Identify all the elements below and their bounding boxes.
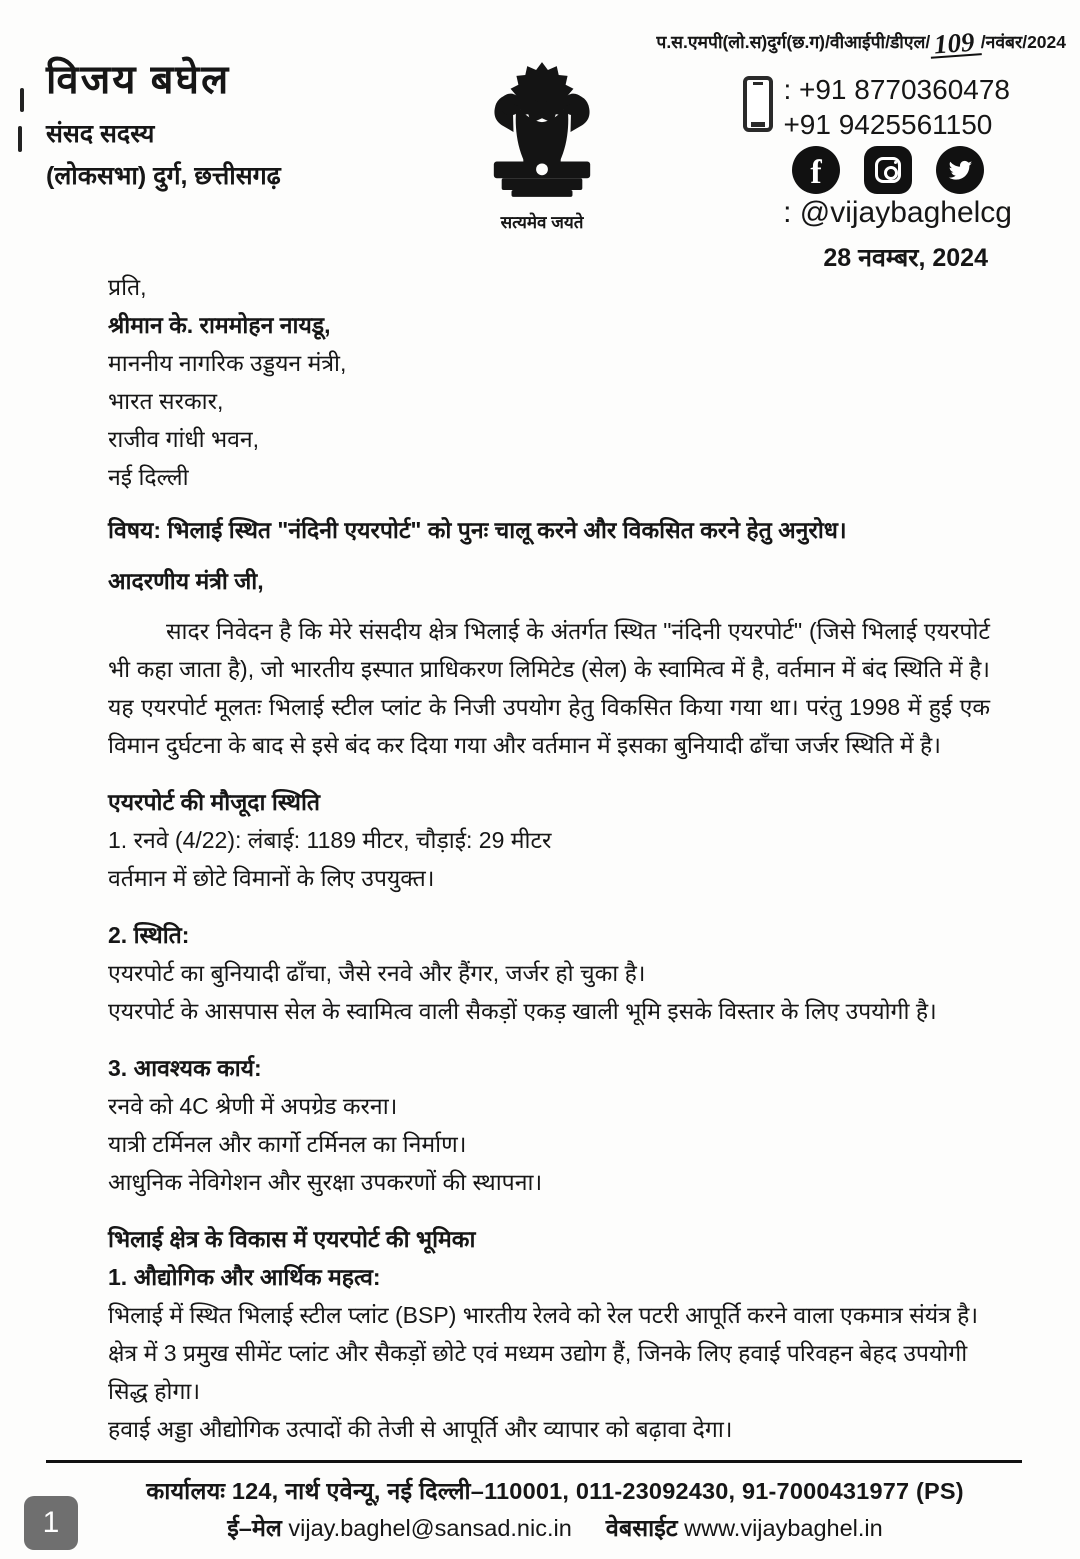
section-current-status [108, 783, 990, 897]
office-address: कार्यालयः 124, नार्थ एवेन्यू, नई दिल्ली–110001, 011-23092430, 91-7000431977 (PS) [146, 1478, 964, 1504]
letterhead-left [46, 58, 281, 192]
sender-name: विजय बघेल [46, 58, 231, 102]
ashoka-emblem-icon [483, 56, 601, 206]
recipient-address1: राजीव गांधी भवन, [108, 426, 260, 452]
footer [70, 1474, 1040, 1543]
section-line: हवाई अड्डा औद्योगिक उत्पादों की तेजी से आपूर्ति और व्यापार को बढ़ावा देगा। [108, 1416, 733, 1442]
letter-body [108, 268, 990, 1448]
ref-number-handwritten: 109 [929, 29, 981, 59]
subject-line: विषय: भिलाई स्थित "नंदिनी एयरपोर्ट" को पुनः चालू करने और विकसित करने हेतु अनुरोध। [108, 517, 847, 543]
emblem-caption: सत्यमेव जयते [500, 213, 584, 232]
section-airport-role [108, 1220, 990, 1448]
national-emblem [472, 56, 612, 233]
scan-artifact [20, 88, 24, 112]
recipient-block [108, 268, 990, 496]
section-line: भिलाई में स्थित भिलाई स्टील प्लांट (BSP) भारतीय रेलवे को रेल पटरी आपूर्ति करने वाला एकमात्र संयंत्र है। [108, 1302, 979, 1328]
email-label: ई–मेल [227, 1515, 282, 1541]
recipient-to: प्रति, [108, 274, 147, 300]
section-line: 1. रनवे (4/22): लंबाई: 1189 मीटर, चौड़ाई: 29 मीटर [108, 827, 552, 853]
phone-block [743, 72, 1010, 142]
ref-prefix: प.स.एमपी(लो.स)दुर्ग(छ.ग)/वीआईपी/डीएल/ [656, 32, 931, 52]
page-number-badge [24, 1496, 78, 1550]
sender-constituency: (लोकसभा) दुर्ग, छत्तीसगढ़ [46, 162, 281, 190]
section-line: आधुनिक नेविगेशन और सुरक्षा उपकरणों की स्थापना। [108, 1169, 543, 1195]
section-heading: एयरपोर्ट की मौजूदा स्थिति [108, 789, 321, 815]
recipient-designation: माननीय नागरिक उड्डयन मंत्री, [108, 350, 347, 376]
scan-artifact [18, 126, 22, 152]
section-line: वर्तमान में छोटे विमानों के लिए उपयुक्त। [108, 865, 435, 891]
recipient-name: श्रीमान के. राममोहन नायडू, [108, 312, 331, 338]
section-heading: भिलाई क्षेत्र के विकास में एयरपोर्ट की भूमिका [108, 1226, 476, 1252]
section-line: एयरपोर्ट के आसपास सेल के स्वामित्व वाली सैकड़ों एकड़ खाली भूमि इसके विस्तार के लिए उपयोगी है। [108, 998, 937, 1024]
section-line: एयरपोर्ट का बुनियादी ढाँचा, जैसे रनवे और हैंगर, जर्जर हो चुका है। [108, 960, 646, 986]
footer-contacts [70, 1511, 1040, 1543]
footer-divider [46, 1460, 1022, 1463]
section-condition [108, 916, 990, 1030]
website-url: www.vijaybaghel.in [684, 1515, 883, 1541]
sender-designation: संसद सदस्य [46, 120, 155, 148]
page-number: 1 [42, 1506, 60, 1539]
phone-number-1: : +91 8770360478 [783, 74, 1010, 105]
section-line: क्षेत्र में 3 प्रमुख सीमेंट प्लांट और सैकड़ों छोटे एवं मध्यम उद्योग हैं, जिनके लिए हवाई परिवहन बेहद उपयोगी सिद्ध होगा। [108, 1340, 968, 1404]
ref-suffix: /नवंबर/2024 [980, 32, 1066, 52]
greeting: आदरणीय मंत्री जी, [108, 568, 264, 594]
section-required-works [108, 1049, 990, 1201]
section-heading: 2. स्थिति: [108, 922, 190, 948]
social-icons [792, 146, 984, 194]
social-handle: : @vijaybaghelcg [783, 196, 1012, 229]
phone-number-2: +91 9425561150 [783, 109, 993, 140]
website-label: वेबसाईट [605, 1515, 678, 1541]
reference-number [656, 26, 1066, 60]
facebook-icon: f [792, 146, 840, 194]
section-subheading: 1. औद्योगिक और आर्थिक महत्व: [108, 1264, 381, 1290]
recipient-organization: भारत सरकार, [108, 388, 224, 414]
instagram-icon [864, 146, 912, 194]
section-heading: 3. आवश्यक कार्य: [108, 1055, 262, 1081]
section-line: यात्री टर्मिनल और कार्गो टर्मिनल का निर्माण। [108, 1131, 467, 1157]
section-line: रनवे को 4C श्रेणी में अपग्रेड करना। [108, 1093, 398, 1119]
mobile-phone-icon [743, 76, 773, 132]
email-address: vijay.baghel@sansad.nic.in [288, 1515, 572, 1541]
letter-date: 28 नवम्बर, 2024 [823, 244, 988, 272]
twitter-icon [936, 146, 984, 194]
paragraph-1: सादर निवेदन है कि मेरे संसदीय क्षेत्र भिलाई के अंतर्गत स्थित "नंदिनी एयरपोर्ट" (जिसे भिलाई एयरपोर्ट भी कहा जाता है), जो भारतीय इस्पात प्राधिकरण लिमिटेड (सेल) के स्वामित्व में है, वर्तमान में बंद स्थिति में है। यह एयरपोर्ट मूलतः भिलाई स्टील प्लांट के निजी उपयोग हेतु विकसित किया गया था। परंतु 1998 में हुई एक विमान दुर्घटना के बाद से इसे बंद कर दिया गया और वर्तमान में इसका बुनियादी ढाँचा जर्जर स्थिति में है। [108, 618, 990, 758]
recipient-address2: नई दिल्ली [108, 464, 189, 490]
